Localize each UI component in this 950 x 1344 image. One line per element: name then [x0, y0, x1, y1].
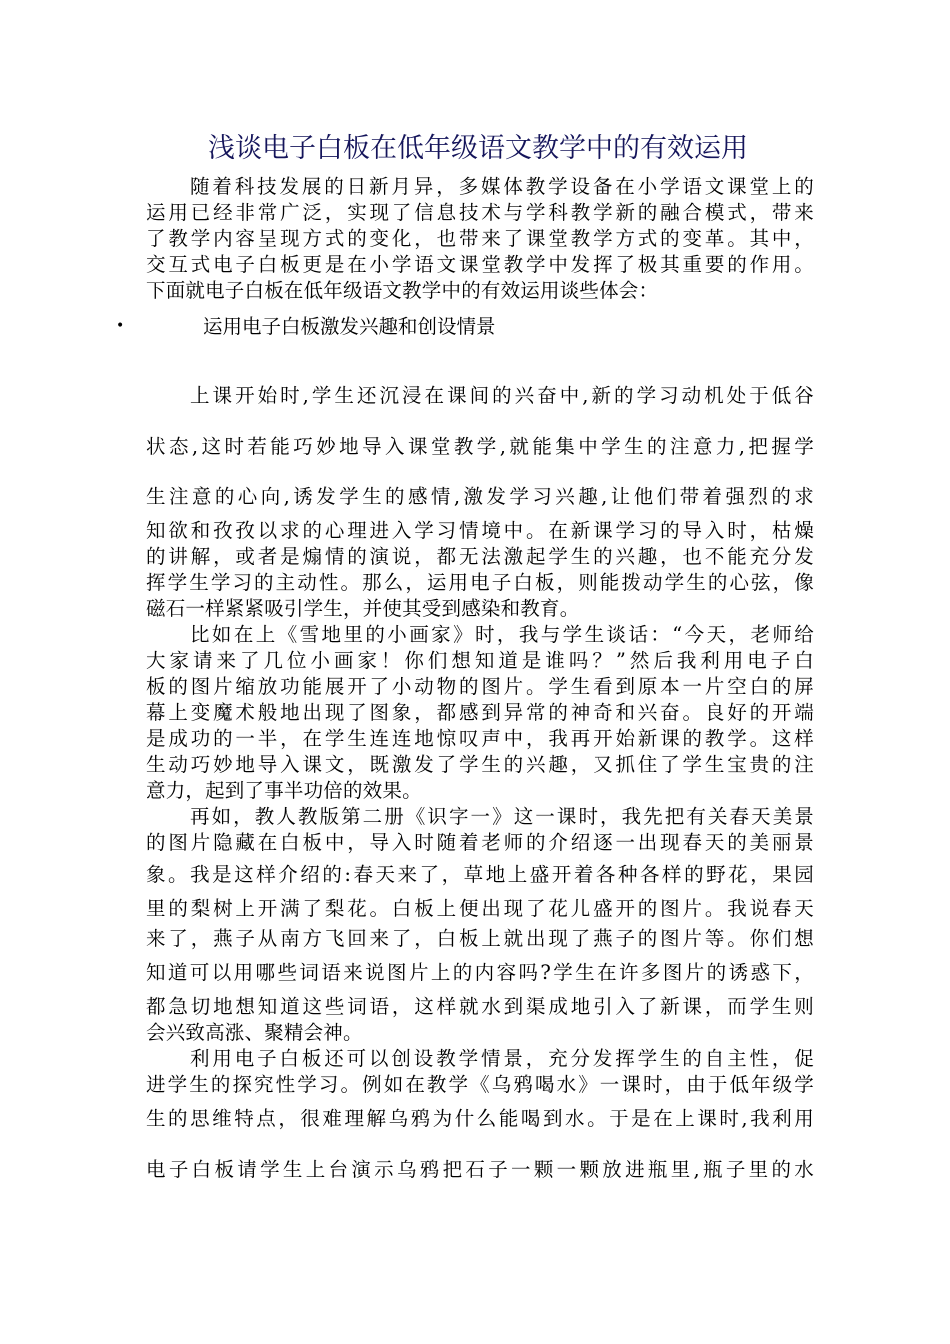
paragraph-line: 来了，燕子从南方飞回来了，白板上就出现了燕子的图片等。你们想 [146, 927, 814, 950]
section-heading: 运用电子白板激发兴趣和创设情景 [203, 315, 496, 338]
paragraph-line: 交互式电子白板更是在小学语文课堂教学中发挥了极其重要的作用。 [146, 253, 814, 276]
paragraph-line: 会兴致高涨、聚精会神。 [146, 1021, 363, 1044]
paragraph-line: 了教学内容呈现方式的变化，也带来了课堂教学方式的变革。其中， [146, 227, 814, 250]
bullet-icon: • [116, 318, 125, 334]
paragraph-line: 意力，起到了事半功倍的效果。 [146, 779, 422, 802]
paragraph-line: 再如，教人教版第二册《识字一》这一课时，我先把有关春天美景 [190, 805, 814, 828]
paragraph-line: 状态,这时若能巧妙地导入课堂教学,就能集中学生的注意力,把握学 [146, 435, 814, 458]
paragraph-line: 的讲解，或者是煽情的演说，都无法激起学生的兴趣，也不能充分发 [146, 545, 814, 568]
paragraph-line: 下面就电子白板在低年级语文教学中的有效运用谈些体会： [146, 279, 659, 302]
paragraph-line: 板的图片缩放功能展开了小动物的图片。学生看到原本一片空白的屏 [146, 675, 814, 698]
paragraph-line: 是成功的一半，在学生连连地惊叹声中，我再开始新课的教学。这样 [146, 727, 814, 750]
paragraph-line: 象。我是这样介绍的:春天来了，草地上盛开着各种各样的野花，果园 [146, 863, 814, 886]
paragraph-line: 知道可以用哪些词语来说图片上的内容吗?学生在许多图片的诱惑下， [146, 961, 814, 984]
paragraph-line: 利用电子白板还可以创设教学情景，充分发挥学生的自主性，促 [190, 1047, 814, 1070]
paragraph-line: 生的思维特点，很难理解乌鸦为什么能喝到水。于是在上课时,我利用 [146, 1107, 814, 1130]
paragraph-line: 磁石一样紧紧吸引学生，并使其受到感染和教育。 [146, 597, 580, 620]
paragraph-line: 电子白板请学生上台演示乌鸦把石子一颗一颗放进瓶里,瓶子里的水 [146, 1158, 814, 1181]
paragraph-line: 生注意的心向,诱发学生的感情,激发学习兴趣,让他们带着强烈的求 [146, 485, 814, 508]
paragraph-line: 幕上变魔术般地出现了图象，都感到异常的神奇和兴奋。良好的开端 [146, 701, 814, 724]
paragraph-line: 运用已经非常广泛，实现了信息技术与学科教学新的融合模式，带来 [146, 201, 814, 224]
paragraph-line: 挥学生学习的主动性。那么，运用电子白板，则能拨动学生的心弦，像 [146, 571, 814, 594]
paragraph-line: 里的梨树上开满了梨花。白板上便出现了花儿盛开的图片。我说春天 [146, 897, 814, 920]
paragraph-line: 随着科技发展的日新月异，多媒体教学设备在小学语文课堂上的 [190, 175, 814, 198]
paragraph-line: 大家请来了几位小画家！你们想知道是谁吗？”然后我利用电子白 [146, 649, 814, 672]
paragraph-line: 知欲和孜孜以求的心理进入学习情境中。在新课学习的导入时，枯燥 [146, 519, 814, 542]
paragraph-line: 都急切地想知道这些词语，这样就水到渠成地引入了新课，而学生则 [146, 995, 814, 1018]
paragraph-line: 生动巧妙地导入课文，既激发了学生的兴趣，又抓住了学生宝贵的注 [146, 753, 814, 776]
paragraph-line: 的图片隐藏在白板中，导入时随着老师的介绍逐一出现春天的美丽景 [146, 831, 814, 854]
document-title: 浅谈电子白板在低年级语文教学中的有效运用 [208, 133, 748, 164]
paragraph-line: 比如在上《雪地里的小画家》时，我与学生谈话：“今天，老师给 [190, 623, 814, 646]
paragraph-line: 上课开始时,学生还沉浸在课间的兴奋中,新的学习动机处于低谷 [190, 384, 814, 407]
paragraph-line: 进学生的探究性学习。例如在教学《乌鸦喝水》一课时，由于低年级学 [146, 1073, 814, 1096]
